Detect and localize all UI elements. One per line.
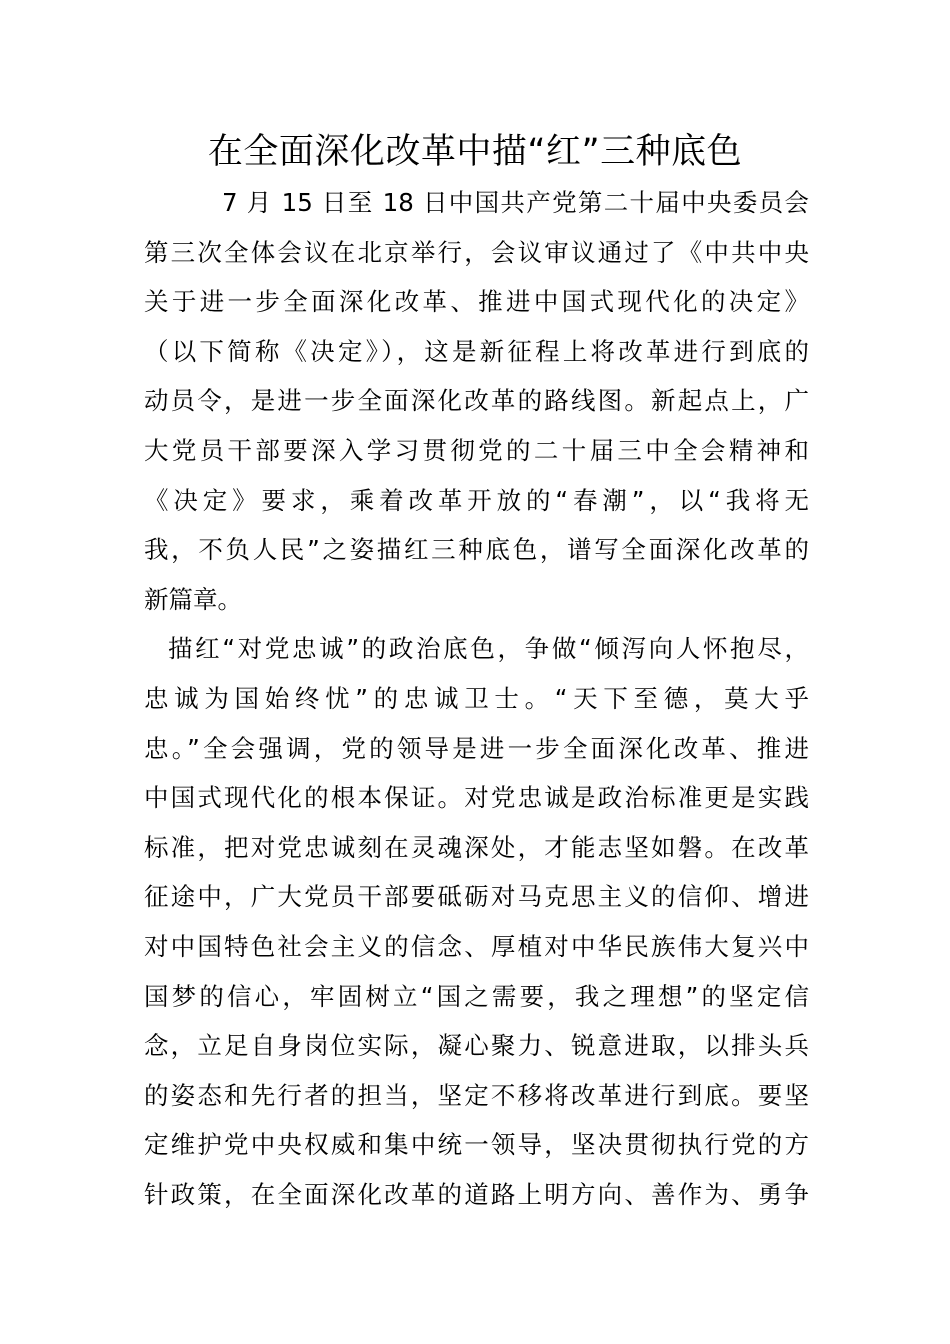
paragraph-1 <box>144 178 809 624</box>
paragraph-line: 针政策，在全面深化改革的道路上明方向、善作为、勇争 <box>144 1179 809 1209</box>
paragraph-line: 征途中，广大党员干部要砥砺对马克思主义的信仰、增进 <box>144 882 809 912</box>
paragraph-line: 《决定》要求，乘着改革开放的“春潮”，以“我将无 <box>144 485 809 515</box>
paragraph-line: 国梦的信心，牢固树立“国之需要，我之理想”的坚定信 <box>144 981 809 1011</box>
paragraph-line: 7 月 15 日至 18 日中国共产党第二十届中央委员会 <box>222 188 809 217</box>
paragraph-line: 的姿态和先行者的担当，坚定不移将改革进行到底。要坚 <box>144 1080 809 1110</box>
paragraph-line: 忠诚为国始终忧”的忠诚卫士。“天下至德，莫大乎 <box>144 683 809 713</box>
paragraph-line: 我，不负人民”之姿描红三种底色，谱写全面深化改革的 <box>144 535 809 565</box>
paragraph-line: 动员令，是进一步全面深化改革的路线图。新起点上，广 <box>144 386 809 416</box>
paragraph-line: 标准，把对党忠诚刻在灵魂深处，才能志坚如磐。在改革 <box>144 832 809 862</box>
paragraph-line: 忠。”全会强调，党的领导是进一步全面深化改革、推进 <box>144 733 809 763</box>
paragraph-line: 新篇章。 <box>144 584 242 614</box>
paragraph-line: 念，立足自身岗位实际，凝心聚力、锐意进取，以排头兵 <box>144 1031 809 1061</box>
paragraph-line: （以下简称《决定》），这是新征程上将改革进行到底的 <box>144 336 809 366</box>
paragraph-line: 关于进一步全面深化改革、推进中国式现代化的决定》 <box>144 287 809 317</box>
paragraph-2 <box>144 624 809 1219</box>
paragraph-line: 描红“对党忠诚”的政治底色，争做“倾泻向人怀抱尽， <box>168 634 809 664</box>
document-title: 在全面深化改革中描“红”三种底色 <box>207 132 743 172</box>
document-body <box>144 178 809 1219</box>
paragraph-line: 对中国特色社会主义的信念、厚植对中华民族伟大复兴中 <box>144 931 809 961</box>
paragraph-line: 第三次全体会议在北京举行，会议审议通过了《中共中央 <box>144 237 809 267</box>
paragraph-line: 定维护党中央权威和集中统一领导，坚决贯彻执行党的方 <box>144 1130 809 1160</box>
paragraph-line: 大党员干部要深入学习贯彻党的二十届三中全会精神和 <box>144 435 809 465</box>
paragraph-line: 中国式现代化的根本保证。对党忠诚是政治标准更是实践 <box>144 783 809 813</box>
